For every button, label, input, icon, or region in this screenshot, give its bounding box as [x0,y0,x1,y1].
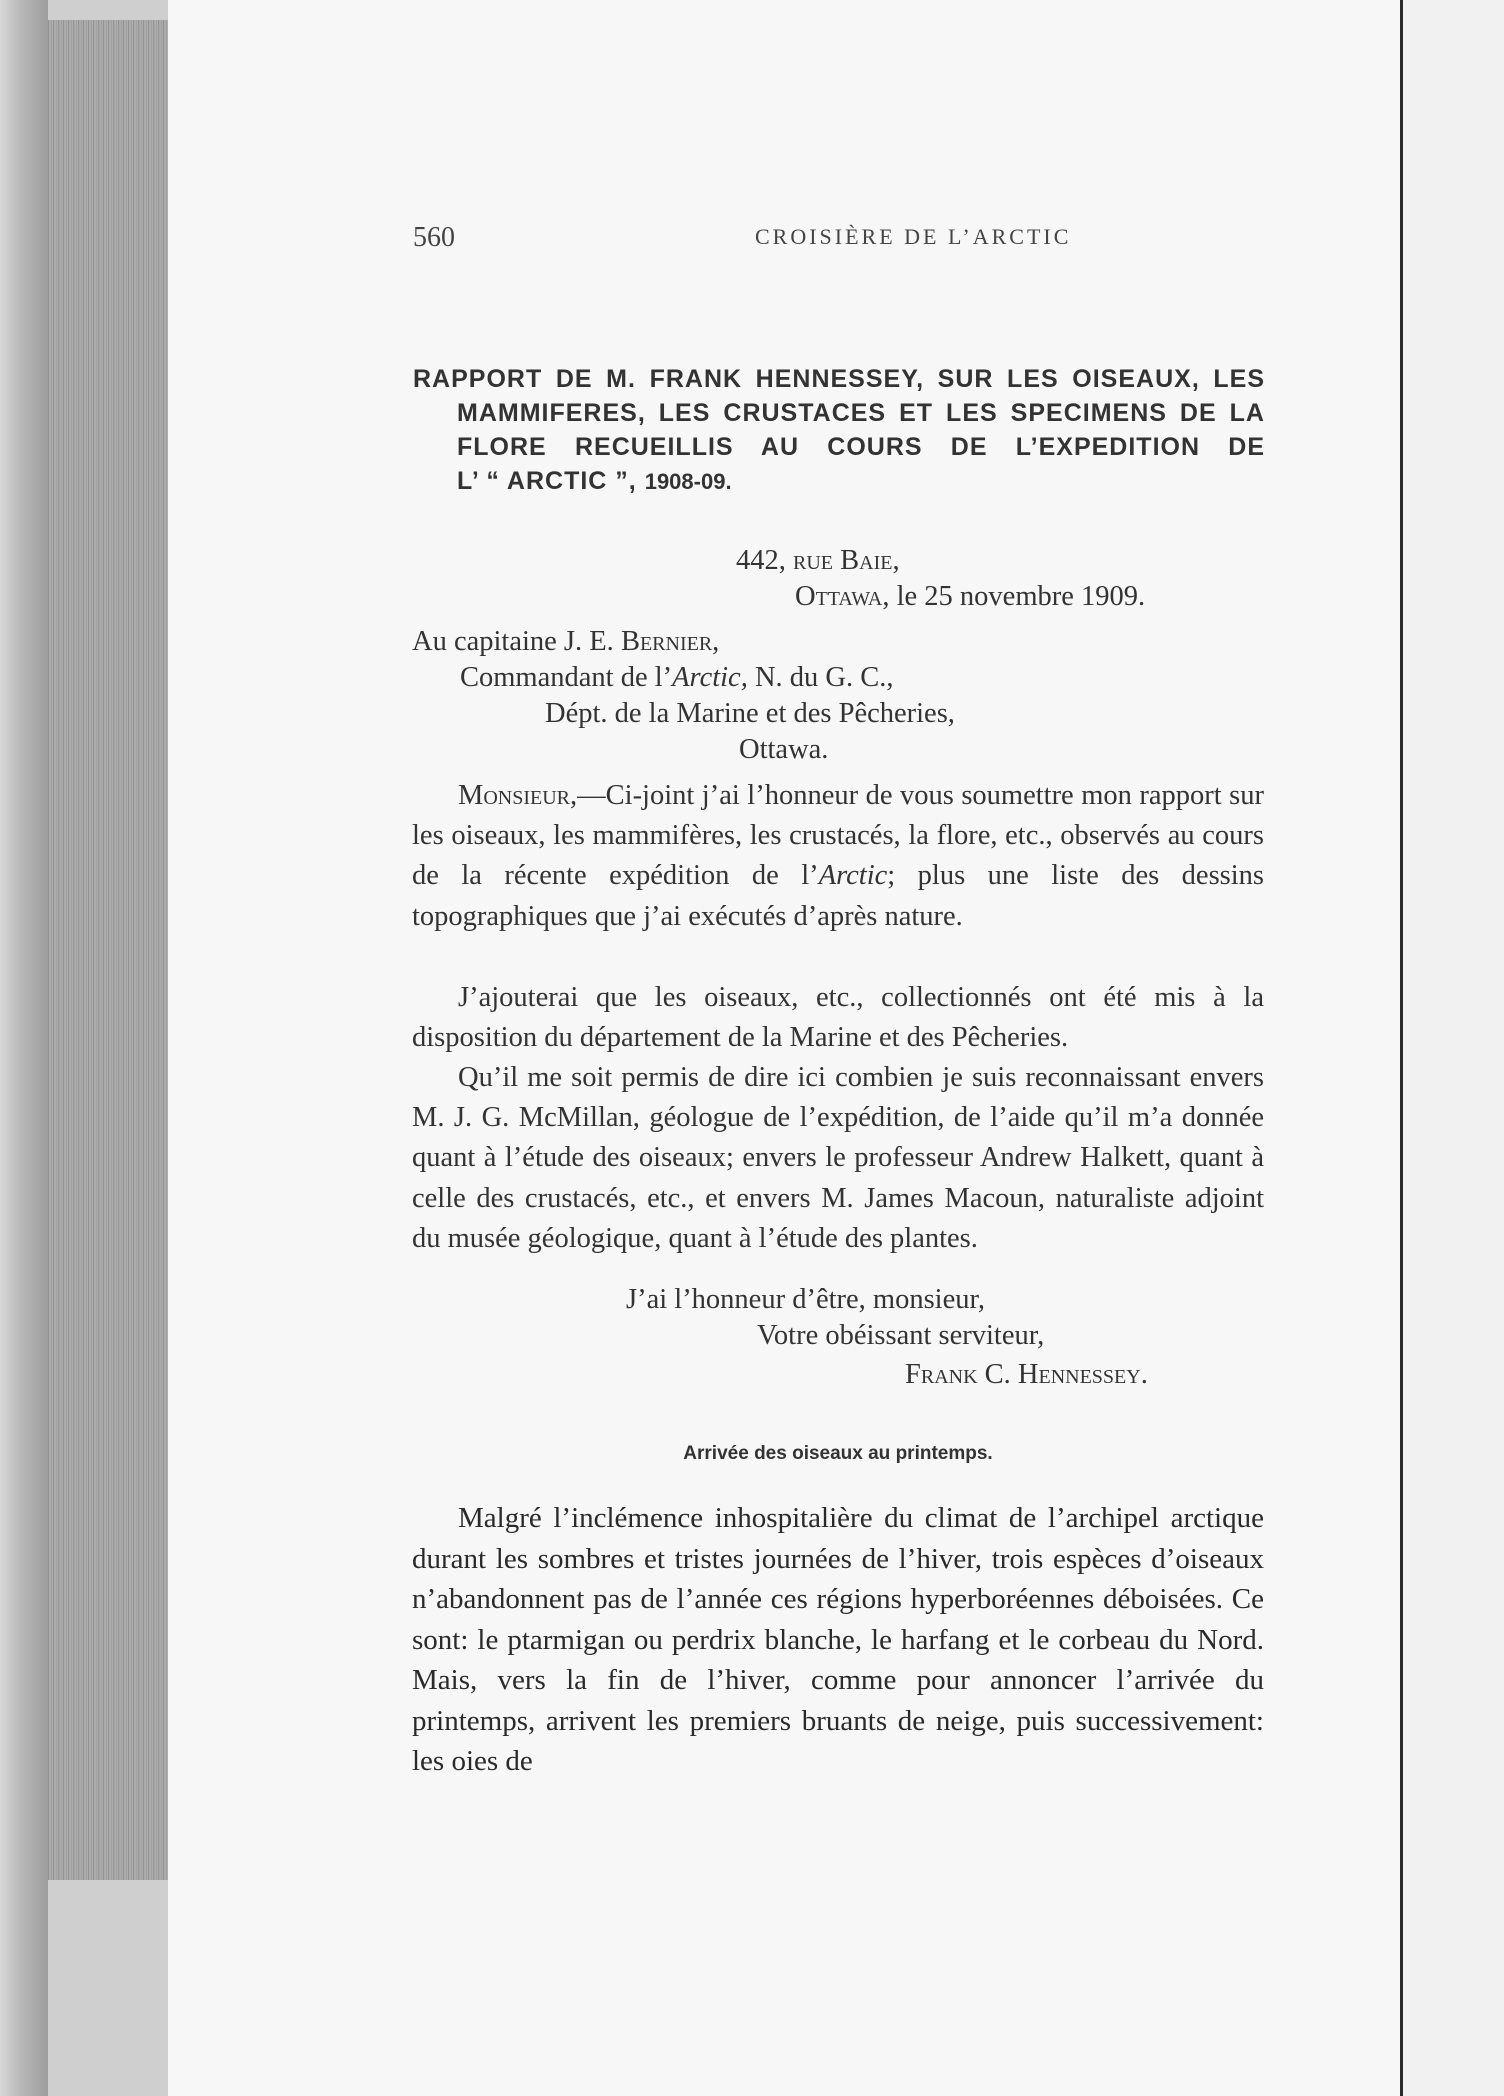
recipient-line-3: Dépt. de la Marine et des Pêcheries, [545,698,955,729]
signature: Frank C. Hennessey. [905,1359,1148,1390]
section-heading: Arrivée des oiseaux au printemps. [683,1443,993,1464]
recipient-title: Commandant de l’ [460,662,673,693]
address-city-date [795,577,1145,617]
title-line-4 [457,464,1265,499]
page-number: 560 [413,222,455,253]
running-header [245,222,1245,262]
running-title: CROISIÈRE DE L’ARCTIC [755,224,1072,249]
recipient-name: Bernier, [620,626,720,657]
recipient-line-2 [460,658,894,698]
opposite-page-margin [1400,0,1504,2096]
recipient-prefix: Au capitaine J. E. [412,626,614,657]
title-year: 1908-09. [644,469,732,494]
street-rue: rue [793,545,833,576]
page-stack [48,20,168,1880]
paragraph-1-ship: Arctic [818,860,888,892]
address-street [736,541,900,581]
address-city: Ottawa, [795,581,890,612]
recipient-unit: N. du G. C., [747,662,894,693]
recipient-line-1 [412,622,719,662]
paragraph-1-text-b: ; plus une liste des dessins topographiques que j’ai exécutés d’après nature. [412,860,1265,932]
report-title [413,362,1265,499]
title-line-1: RAPPORT DE M. FRANK HENNESSEY, SUR LES OISEAUX, LES [413,365,1265,393]
recipient-line-4: Ottawa. [739,734,829,765]
street-name: Baie, [840,545,900,576]
title-line-3: FLORE RECUEILLIS AU COURS DE L’EXPEDITION DE [457,433,1265,461]
letter-date: le 25 novembre 1909. [896,581,1146,612]
salutation: Monsieur, [458,780,578,811]
section-paragraph: Malgré l’inclémence inhospitalière du climat de l’archipel arctique durant les sombres et tristes journées de l’hiver, trois espèces d’oiseaux n’abandonnent pas de l’année ces régions hyperboréennes déboisées. Ce sont: le ptarmigan ou perdrix blanche, le harfang et le corbeau du Nord. Mais, vers la fin de l’hiver, comme pour annoncer l’arrivée du printemps, arrivent les premiers bruants de neige, puis successivement: les oies de [412,1502,1264,1777]
paragraph-1-text-a: —Ci-joint j’ai l’honneur de vous soumettre mon rapport sur les oiseaux, les mammifères, les crustacés, la flore, etc., observés au cours de la récente expédition de l’ [412,780,1264,892]
letter-paragraph-2: J’ajouterai que les oiseaux, etc., collectionnés ont été mis à la disposition du département de la Marine et des Pêcheries. [412,982,1264,1054]
letter-paragraph-1 [412,776,1264,937]
street-number: 442, [736,545,786,576]
recipient-ship: Arctic, [672,662,748,693]
letter-paragraph-3: Qu’il me soit permis de dire ici combien je suis reconnaissant envers M. J. G. McMillan, géologue de l’expédition, de l’aide qu’il m’a donnée quant à l’étude des oiseaux; envers le professeur Andrew Halkett, quant à celle des crustacés, etc., et envers M. James Macoun, naturaliste adjoint du musée géologique, quant à l’étude des plantes. [412,1062,1264,1254]
closing-line-1: J’ai l’honneur d’être, monsieur, [626,1284,985,1315]
book-edge [0,0,48,2096]
title-line-2: MAMMIFERES, LES CRUSTACES ET LES SPECIMENS DE LA [457,399,1265,427]
closing-line-2: Votre obéissant serviteur, [757,1320,1045,1351]
title-line-4-main: L’ “ ARCTIC ”, [457,467,637,495]
